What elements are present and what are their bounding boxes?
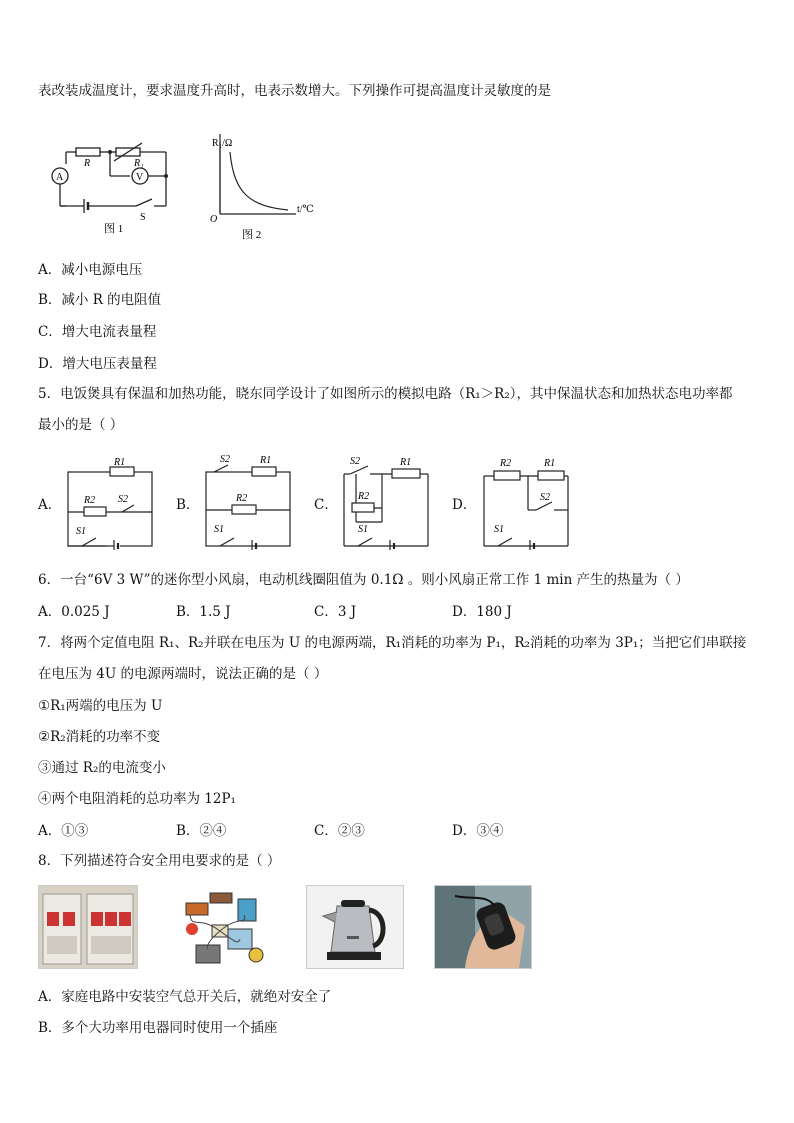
ammeter-label: A (56, 172, 64, 183)
svg-text:S1: S1 (494, 524, 504, 535)
svg-text:R2: R2 (84, 495, 96, 506)
q5-label-b: B． (176, 497, 200, 513)
q7-statement-3: ③通过 R₂的电流变小 (38, 760, 166, 776)
q7-stem-line2: 在电压为 4U 的电源两端时，说法正确的是（ ） (38, 666, 328, 682)
svg-text:S2: S2 (220, 454, 230, 465)
q7-option-d: D．③④ (452, 823, 504, 839)
fig2-caption: 图 2 (242, 229, 262, 241)
switch-label: S (140, 212, 146, 223)
resistor-r-label: R (84, 158, 91, 169)
svg-text:R2: R2 (500, 458, 512, 469)
q8-stem: 8．下列描述符合安全用电要求的是（ ） (38, 853, 281, 869)
q5-circuit-a (62, 454, 158, 550)
q5-circuit-c (338, 452, 434, 550)
svg-text:S2: S2 (350, 456, 360, 467)
q5-circuit-d (478, 452, 574, 550)
q4-figure-1 (48, 134, 176, 238)
q5-label-a: A． (38, 497, 62, 513)
q4-option-a: A．减小电源电压 (38, 262, 143, 278)
svg-text:R2: R2 (358, 491, 370, 502)
svg-text:S1: S1 (358, 524, 368, 535)
q5-circuit-b (200, 452, 296, 550)
circuit-breaker-photo (38, 885, 138, 969)
q4-figure-2 (200, 134, 320, 242)
svg-text:S2: S2 (540, 492, 550, 503)
q6-stem: 6．一台“6V 3 W”的迷你型小风扇，电动机线圈阻值为 0.1Ω 。则小风扇正常工作 1 min 产生的热量为（ ） (38, 572, 689, 588)
q6-option-a: A．0.025 J (38, 604, 110, 620)
q8-option-a: A．家庭电路中安装空气总开关后，就绝对安全了 (38, 989, 332, 1005)
fig2-origin: O (210, 214, 218, 225)
svg-text:R1: R1 (544, 458, 556, 469)
fig1-caption: 图 1 (104, 223, 124, 235)
q5-stem-line1: 5．电饭煲具有保温和加热功能，晓东同学设计了如图所示的模拟电路（R₁＞R₂），其中保温状态和加热状态电功率都 (38, 386, 733, 402)
svg-text:S2: S2 (118, 494, 128, 505)
q5-label-c: C． (314, 497, 338, 513)
q7-statement-4: ④两个电阻消耗的总功率为 12P₁ (38, 791, 236, 807)
q6-option-c: C．3 J (314, 604, 357, 620)
svg-text:R1: R1 (400, 457, 412, 468)
q4-option-c: C．增大电流表量程 (38, 324, 157, 340)
svg-text:S1: S1 (76, 526, 86, 537)
q5-label-d: D． (452, 497, 477, 513)
q7-statement-1: ①R₁两端的电压为 U (38, 698, 163, 714)
q5-stem-line2: 最小的是（ ） (38, 417, 124, 433)
voltmeter-label: V (136, 172, 144, 183)
thermistor-label: R₁ (134, 158, 144, 169)
fig2-ylabel: R₁/Ω (212, 138, 233, 149)
svg-text:R1: R1 (114, 457, 126, 468)
svg-text:R1: R1 (260, 455, 272, 466)
fig2-xlabel: t/℃ (297, 204, 314, 215)
q7-option-a: A．①③ (38, 823, 89, 839)
q7-option-b: B．②④ (176, 823, 227, 839)
q7-stem-line1: 7．将两个定值电阻 R₁、R₂并联在电压为 U 的电源两端，R₁消耗的功率为 P₁，R₂消耗的功率为 3P₁；当把它们串联接 (38, 635, 747, 651)
q7-option-c: C．②③ (314, 823, 365, 839)
q7-statement-2: ②R₂消耗的功率不变 (38, 729, 161, 745)
svg-text:S1: S1 (214, 524, 224, 535)
q6-option-b: B．1.5 J (176, 604, 231, 620)
q4-option-d: D．增大电压表量程 (38, 356, 157, 372)
q4-option-b: B．减小 R 的电阻值 (38, 292, 162, 308)
q8-option-b: B．多个大功率用电器同时使用一个插座 (38, 1020, 278, 1036)
svg-text:R2: R2 (236, 493, 248, 504)
q4-stem: 表改装成温度计，要求温度升高时，电表示数增大。下列操作可提高温度计灵敏度的是 (38, 83, 551, 99)
overloaded-socket-cartoon (178, 885, 270, 969)
charging-phone-photo (434, 885, 532, 969)
electric-kettle-photo (306, 885, 404, 969)
q6-option-d: D．180 J (452, 604, 512, 620)
